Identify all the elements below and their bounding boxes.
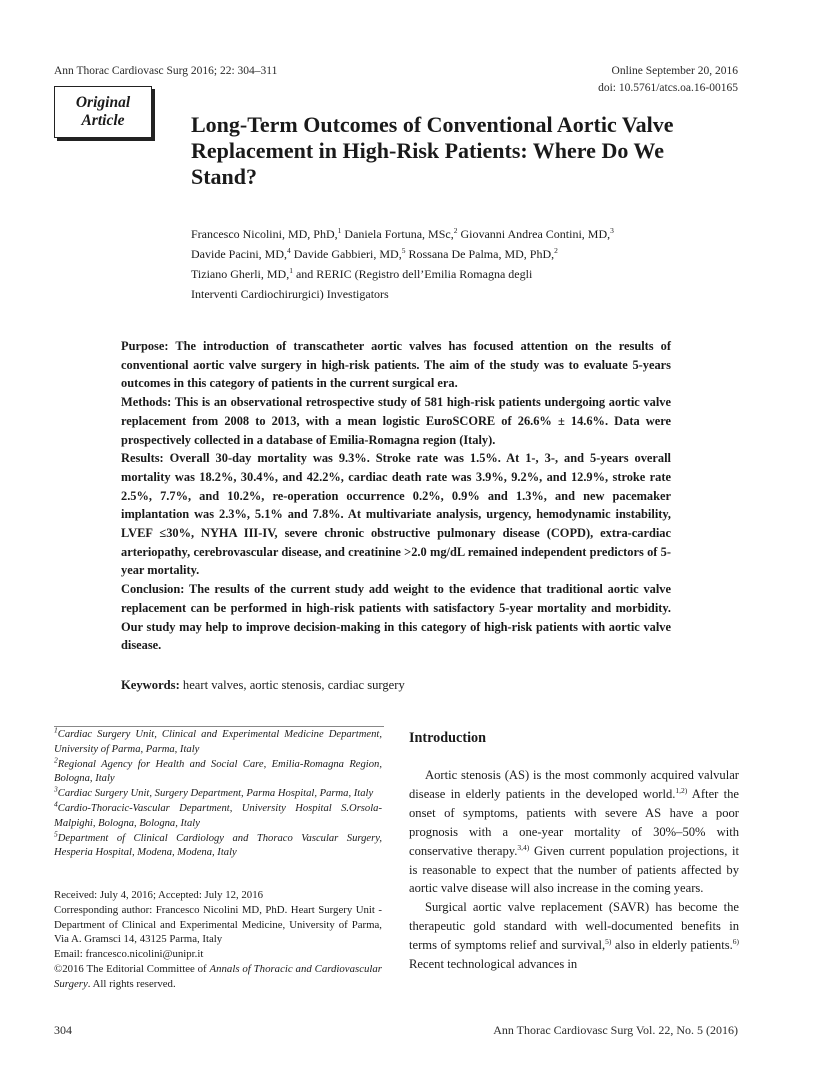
article-type-line1: Original: [75, 94, 131, 111]
correspondence-block: [54, 888, 382, 992]
author-line: Francesco Nicolini, MD, PhD,$^1$ Daniela Fortuna, MSc,$^2$ Giovanni Andrea Contini, MD,$^3$: [191, 226, 614, 241]
introduction-heading: Introduction: [409, 730, 486, 746]
author-email[interactable]: Email: francesco.nicolini@unipr.it: [54, 948, 204, 961]
affiliation: $^5$Department of Clinical Cardiology and Thoraco Vascular Surgery, Hesperia Hospital, Modena, Modena, Italy: [54, 829, 382, 859]
author-line: Tiziano Gherli, MD,$^1$ and RERIC (Registro dell’Emilia Romagna degli: [191, 266, 533, 281]
author-line: Davide Pacini, MD,$^4$ Davide Gabbieri, MD,$^5$ Rossana De Palma, MD, PhD,$^2$: [191, 246, 558, 261]
keywords-label: Keywords:: [121, 678, 180, 692]
keywords: [121, 676, 671, 694]
affiliation: $^3$Cardiac Surgery Unit, Surgery Department, Parma Hospital, Parma, Italy: [54, 784, 374, 800]
article-type-badge: [54, 86, 152, 138]
article-type-line2: Article: [81, 112, 125, 129]
reference-link[interactable]: 5): [605, 936, 612, 946]
affiliation: $^1$Cardiac Surgery Unit, Clinical and Experimental Medicine Department, University of Parma, Parma, Italy: [54, 725, 382, 755]
footnote-divider: [54, 726, 384, 727]
paragraph: Surgical aortic valve replacement (SAVR) has become the therapeutic gold standard with well-documented benefits in terms of symptoms relief and survival,$^{5)}$ also in elderly patients.$^{6)}$ Recent technological advances in: [409, 900, 739, 972]
abstract-purpose: Purpose: The introduction of transcatheter aortic valves has focused attention on the results of conventional aortic valve surgery in high-risk patients. The aim of the study was to evaluate 5-years outcomes in this category of patients in the current surgical era.: [121, 339, 671, 391]
abstract: [121, 337, 671, 655]
reference-link[interactable]: 6): [732, 936, 739, 946]
affiliations: [54, 725, 382, 861]
keywords-text: heart valves, aortic stenosis, cardiac surgery: [179, 678, 405, 692]
article-title: Long-Term Outcomes of Conventional Aortic Valve Replacement in High-Risk Patients: Where Do We Stand?: [191, 112, 674, 189]
abstract-conclusion: Conclusion: The results of the current study add weight to the evidence that traditional aortic valve replacement can be performed in high-risk patients with satisfactory 5-year mortality and morbidity. Our study may help to improve decision-making in this category of high-risk patients with aortic valve disease.: [121, 582, 671, 653]
paragraph: Aortic stenosis (AS) is the most commonly acquired valvular disease in elderly patients in the developed world.$^{1,2)}$ After the onset of symptoms, patients with severe AS have a poor prognosis with a one-year mortality of 30%–50% with conservative therapy.$^{3,4)}$ Given current population projections, it is reasonable to expect that the number of patients affected by aortic valve disease will also increase in the coming years.: [409, 768, 739, 896]
doi: doi: 10.5761/atcs.oa.16-00165: [598, 82, 738, 94]
page-number: 304: [54, 1023, 72, 1037]
abstract-methods: Methods: This is an observational retrospective study of 581 high-risk patients undergoing aortic valve replacement from 2008 to 2013, with a mean logistic EuroSCORE of 26.6% ± 14.6%. Data were prospectively collected in a database of Emilia-Romagna region (Italy).: [121, 395, 671, 447]
footer-journal: Ann Thorac Cardiovasc Surg Vol. 22, No. 5 (2016): [493, 1023, 738, 1037]
author-list: [191, 224, 691, 304]
affiliation: $^4$Cardio-Thoracic-Vascular Department, University Hospital S.Orsola-Malpighi, Bologna, Bologna, Italy: [54, 799, 382, 829]
reference-link[interactable]: 3,4): [517, 842, 530, 852]
received-dates: Received: July 4, 2016; Accepted: July 12, 2016: [54, 889, 264, 901]
abstract-results: Results: Overall 30-day mortality was 9.3%. Stroke rate was 1.5%. At 1-, 3-, and 5-years overall mortality was 18.2%, 30.4%, and 42.2%, cardiac death rate was 3.9%, 9.2%, and 12.9%, stroke rate 2.5%, 7.7%, and 10.2%, re-operation occurrence 0.2%, 0.9% and 1.3%, and new pacemaker implantation was 2.3%, 5.1% and 7.8%. At multivariate analysis, urgency, hemodynamic instability, LVEF ≤30%, NYHA III-IV, severe chronic obstructive pulmonary disease (COPD), extra-cardiac arteriopathy, cerebrovascular disease, and creatinine >2.0 mg/dL remained independent predictors of 5-year mortality.: [121, 451, 671, 578]
reference-link[interactable]: 1,2): [675, 785, 688, 795]
online-date: Online September 20, 2016: [611, 65, 738, 77]
corresponding-author: Corresponding author: Francesco Nicolini MD, PhD. Heart Surgery Unit - Department of Clinical and Experimental Medicine, University of Parma, Via A. Gramsci 14, 43125 Parma, Italy: [54, 903, 382, 946]
journal-citation: Ann Thorac Cardiovasc Surg 2016; 22: 304–311: [54, 65, 278, 77]
affiliation: $^2$Regional Agency for Health and Social Care, Emilia-Romagna Region, Bologna, Italy: [54, 755, 382, 785]
author-line: Interventi Cardiochirurgici) Investigators: [191, 287, 389, 301]
publication-info: [598, 63, 738, 97]
introduction-body: [409, 766, 739, 974]
copyright: ©2016 The Editorial Committee of Annals of Thoracic and Cardiovascular Surgery. All rights reserved.: [54, 962, 382, 990]
